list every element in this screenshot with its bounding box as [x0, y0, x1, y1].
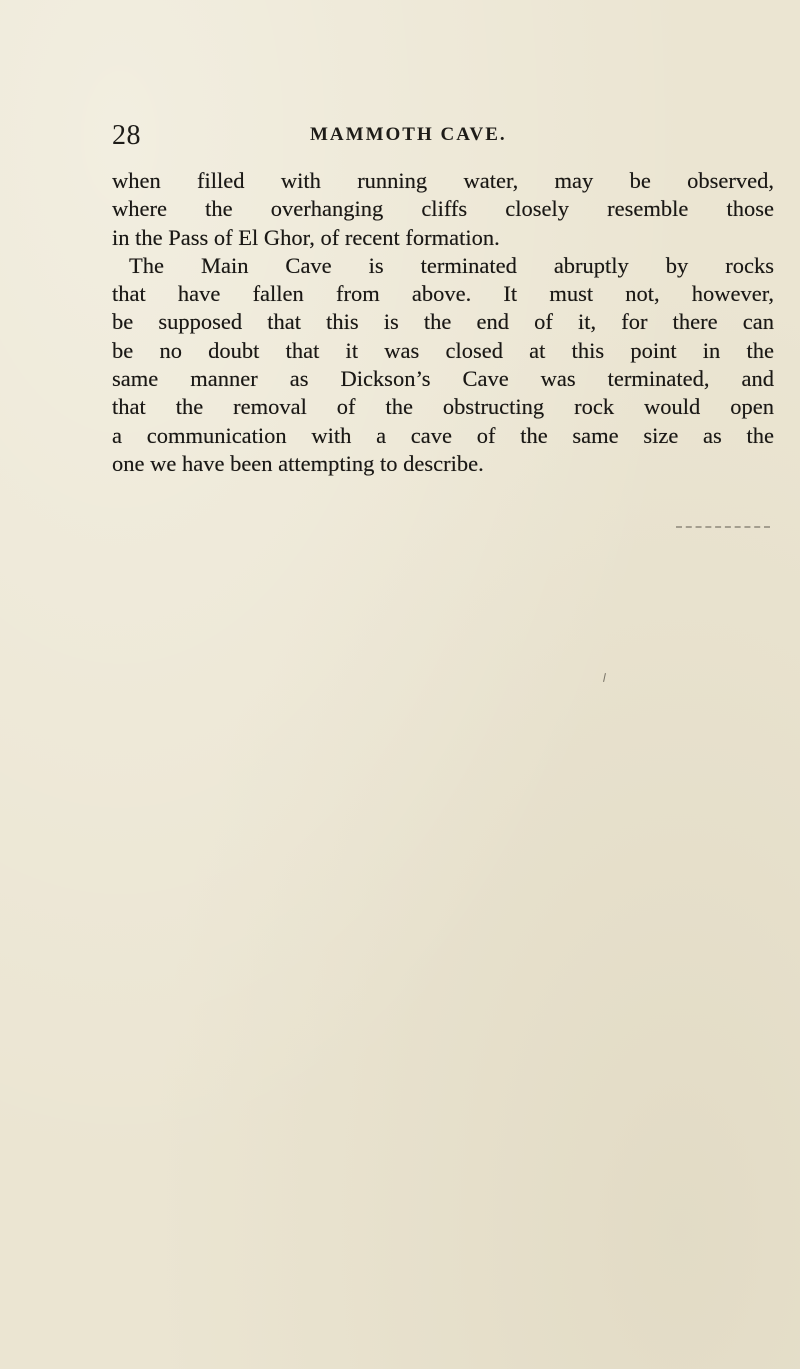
text-line: one we have been attempting to describe.: [112, 450, 484, 476]
stray-ink-mark: [603, 673, 606, 682]
text-line: be supposed that this is the end of it, for there can: [112, 309, 774, 335]
body-text: [112, 167, 774, 478]
page-number: 28: [112, 120, 141, 151]
text-line: that the removal of the obstructing rock would open: [112, 394, 774, 420]
text-line: be no doubt that it was closed at this point in the: [112, 337, 774, 363]
text-line: in the Pass of El Ghor, of recent formation.: [112, 224, 500, 250]
text-line: that have fallen from above. It must not, however,: [112, 281, 774, 307]
text-line: a communication with a cave of the same size as the: [112, 422, 774, 448]
section-end-rule: [676, 526, 770, 528]
running-head: [112, 118, 762, 158]
running-title: MAMMOTH CAVE.: [310, 124, 507, 145]
text-line: when filled with running water, may be observed,: [112, 168, 774, 193]
text-line: same manner as Dickson’s Cave was terminated, and: [112, 366, 774, 392]
text-line: where the overhanging cliffs closely resemble those: [112, 196, 774, 222]
paragraph-start-line: The Main Cave is terminated abruptly by rocks: [129, 252, 774, 278]
